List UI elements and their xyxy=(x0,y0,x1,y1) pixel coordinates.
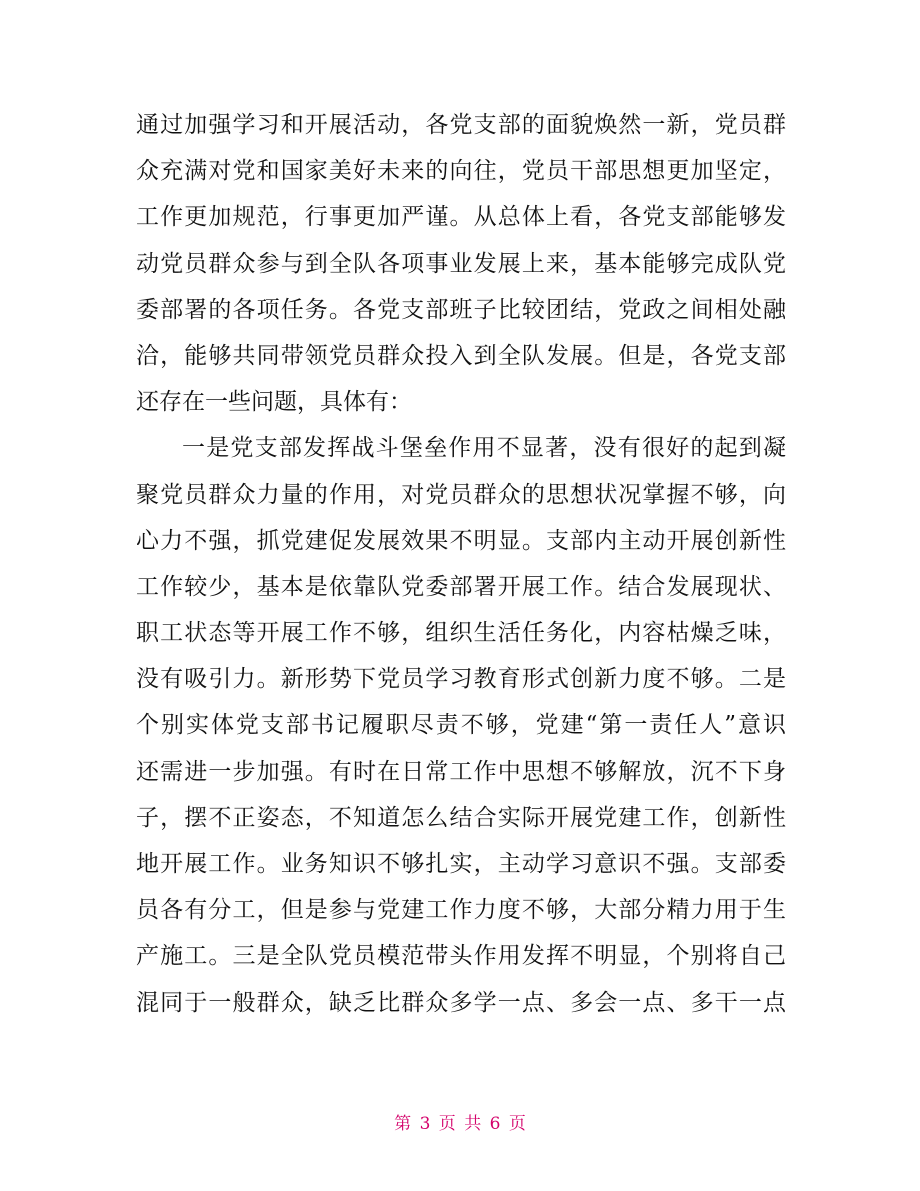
text-line: 还存在一些问题，具体有： xyxy=(136,389,412,416)
paragraph-first-line: 一是党支部发挥战斗堡垒作用不显著，没有很好的起到凝 xyxy=(182,435,786,462)
text-line: 个别实体党支部书记履职尽责不够，党建“第一责任人”意识 xyxy=(136,712,786,739)
text-line: 心力不强，抓党建促发展效果不明显。支部内主动开展创新性 xyxy=(136,527,786,554)
text-line: 工作更加规范，行事更加严谨。从总体上看，各党支部能够发 xyxy=(136,204,786,231)
text-line: 洽，能够共同带领党员群众投入到全队发展。但是，各党支部 xyxy=(136,342,786,369)
text-line: 职工状态等开展工作不够，组织生活任务化，内容枯燥乏味， xyxy=(136,620,786,647)
text-line: 子，摆不正姿态，不知道怎么结合实际开展党建工作，创新性 xyxy=(136,804,786,831)
text-line: 还需进一步加强。有时在日常工作中思想不够解放，沉不下身 xyxy=(136,758,786,785)
text-line: 通过加强学习和开展活动，各党支部的面貌焕然一新，党员群 xyxy=(136,112,786,138)
document-body xyxy=(136,102,786,1026)
text-line: 工作较少，基本是依靠队党委部署开展工作。结合发展现状、 xyxy=(136,573,786,600)
text-line: 产施工。三是全队党员模范带头作用发挥不明显，个别将自己 xyxy=(136,943,786,970)
text-line: 混同于一般群众，缺乏比群众多学一点、多会一点、多干一点 xyxy=(136,989,786,1016)
text-line: 众充满对党和国家美好未来的向往，党员干部思想更加坚定， xyxy=(136,158,786,185)
page-number-footer: 第 3 页 共 6 页 xyxy=(394,1114,526,1134)
text-line: 没有吸引力。新形势下党员学习教育形式创新力度不够。二是 xyxy=(136,666,786,693)
text-line: 地开展工作。业务知识不够扎实，主动学习意识不强。支部委 xyxy=(136,851,786,877)
text-line: 委部署的各项任务。各党支部班子比较团结，党政之间相处融 xyxy=(136,296,786,323)
text-line: 动党员群众参与到全队各项事业发展上来，基本能够完成队党 xyxy=(136,250,786,277)
text-line: 聚党员群众力量的作用，对党员群众的思想状况掌握不够，向 xyxy=(136,481,786,508)
text-line: 员各有分工，但是参与党建工作力度不够，大部分精力用于生 xyxy=(136,897,786,924)
